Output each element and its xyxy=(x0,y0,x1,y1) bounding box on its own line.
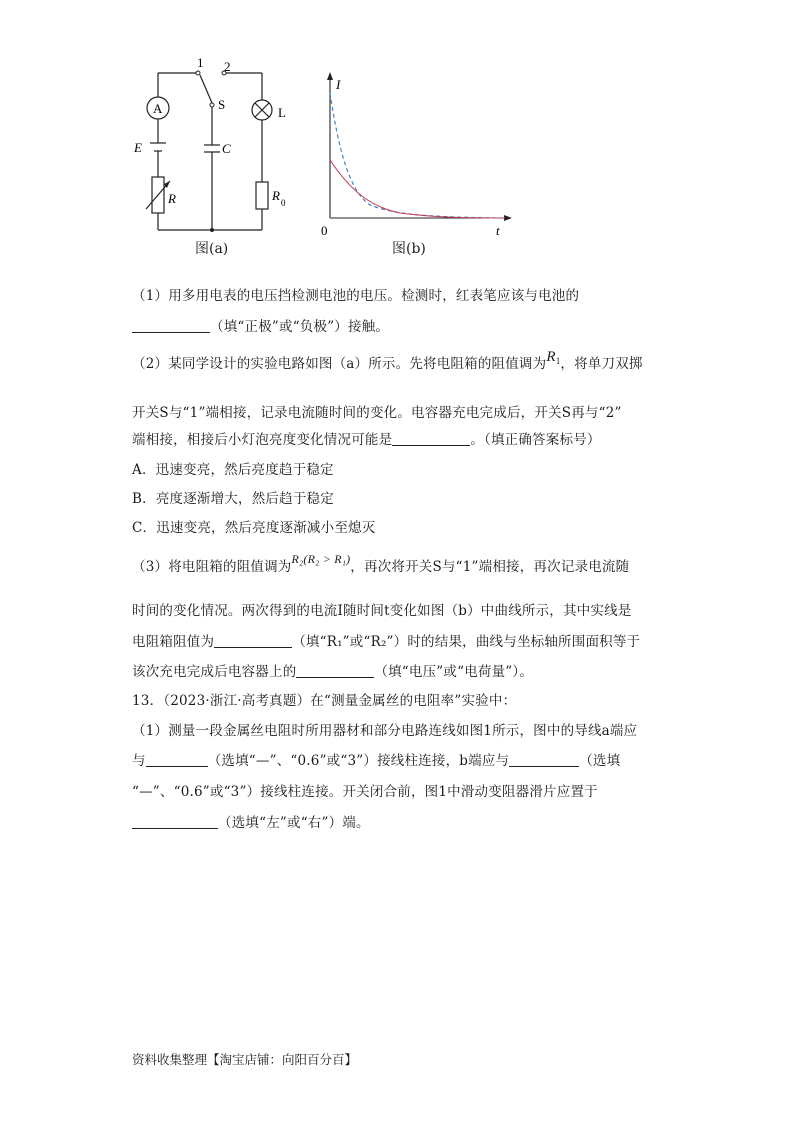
q13-line1: （1）测量一段金属丝电阻时所用器材和部分电路连线如图1所示，图中的导线a端应 xyxy=(132,723,638,739)
lamp-label: L xyxy=(278,105,286,120)
circuit-and-graph xyxy=(120,55,540,260)
q12-part1-line1: （1）用多用电表的电压挡检测电池的电压。检测时，红表笔应该与电池的 xyxy=(132,288,580,304)
r0-subscript: 0 xyxy=(281,198,286,208)
answer-blank[interactable] xyxy=(296,663,374,678)
switch-pivot xyxy=(210,103,214,107)
r1-symbol: R xyxy=(546,349,556,365)
answer-blank[interactable] xyxy=(132,318,210,333)
terminal-2-label: 2 xyxy=(224,59,231,74)
answer-blank[interactable] xyxy=(509,752,579,767)
terminal-1-dot xyxy=(196,71,200,75)
q12-part2-line3-suffix: 。（填正确答案标号） xyxy=(470,432,601,448)
q12-part3-line4-prefix: 该次充电完成后电容器上的 xyxy=(132,664,297,680)
q12-part2-line2: 开关S与“1”端相接，记录电流随时间的变化。电容器充电完成后，开关S再与“2” xyxy=(132,405,622,421)
r2-condition: R₂(R₂ > R₁) xyxy=(291,552,351,566)
figure-b-caption: 图(b) xyxy=(392,241,426,257)
q12-part3-line4-suffix: （填“电压”或“电荷量”）。 xyxy=(374,664,534,680)
x-axis-label: t xyxy=(496,223,500,238)
q12-part3-suffix: ，再次将开关S与“1”端相接，再次记录电流随 xyxy=(350,559,630,575)
answer-blank[interactable] xyxy=(146,752,208,767)
q12-part2-prefix: （2）某同学设计的实验电路如图（a）所示。先将电阻箱的阻值调为 xyxy=(132,356,547,372)
q13-line4 xyxy=(132,811,370,831)
q12-part3-line3-prefix: 电阻箱阻值为 xyxy=(132,634,215,650)
footer-note: 资料收集整理【淘宝店铺：向阳百分百】 xyxy=(132,1052,358,1067)
terminal-1-label: 1 xyxy=(197,55,204,70)
switch-label: S xyxy=(218,97,226,112)
q12-part2-line3 xyxy=(132,428,601,448)
answer-blank[interactable] xyxy=(214,633,292,648)
option-a: A．迅速变亮，然后亮度趋于稳定 xyxy=(132,462,334,478)
q12-part3-line3 xyxy=(132,630,640,650)
q12-part2-suffix: ，将单刀双掷 xyxy=(560,356,643,372)
figure-area xyxy=(120,55,540,260)
emf-label: E xyxy=(134,140,142,155)
origin-label: 0 xyxy=(321,223,328,238)
current-time-graph xyxy=(327,72,512,221)
r1-subscript: 1 xyxy=(555,356,561,366)
option-c: C．迅速变亮，然后亮度逐渐减小至熄灭 xyxy=(132,520,376,536)
circuit-diagram xyxy=(146,73,272,230)
answer-blank[interactable] xyxy=(392,431,470,446)
r0-label: R xyxy=(272,188,280,203)
resistor-label: R xyxy=(168,191,176,206)
figure-a-caption: 图(a) xyxy=(195,241,229,257)
q12-part3-line4 xyxy=(132,660,533,680)
q12-part1-line2 xyxy=(132,315,389,335)
q12-part3-prefix: （3）将电阻箱的阻值调为 xyxy=(132,559,292,575)
q12-part2-line1 xyxy=(132,349,643,373)
y-axis-label: I xyxy=(336,77,341,92)
q12-part2-line3-prefix: 端相接，相接后小灯泡亮度变化情况可能是 xyxy=(132,432,393,448)
ammeter-label: A xyxy=(153,101,163,116)
q13-line2 xyxy=(132,749,620,769)
junction-dot xyxy=(210,228,214,232)
dashed-curve xyxy=(330,93,505,218)
q12-part3-line3-suffix: （填“R₁”或“R₂”）时的结果，曲线与坐标轴所围面积等于 xyxy=(292,634,641,650)
q12-part3-line1 xyxy=(132,552,630,575)
capacitor-label: C xyxy=(222,141,231,156)
q13-line4-suffix: （选填“左”或“右”）端。 xyxy=(218,815,370,831)
answer-blank[interactable] xyxy=(132,814,218,829)
q13-title: 13．（2023·浙江·高考真题）在“测量金属丝的电阻率”实验中： xyxy=(132,693,517,709)
q13-line2-b: （选填“—”、“0.6”或“3”）接线柱连接，b端应与 xyxy=(207,753,510,769)
q13-line3: “—”、“0.6”或“3”）接线柱连接。开关闭合前，图1中滑动变阻器滑片应置于 xyxy=(132,784,598,800)
q13-line2-c: （选填 xyxy=(579,753,621,769)
q13-line2-a: 与 xyxy=(132,753,146,769)
q12-part1-suffix: （填“正极”或“负极”）接触。 xyxy=(210,319,390,335)
q12-part3-line2: 时间的变化情况。两次得到的电流I随时间t变化如图（b）中曲线所示，其中实线是 xyxy=(132,603,632,619)
option-b: B．亮度逐渐增大，然后趋于稳定 xyxy=(132,491,334,507)
